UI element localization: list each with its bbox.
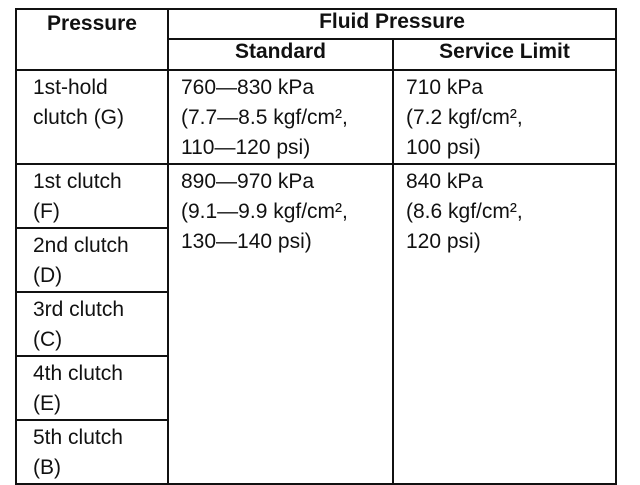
standard-value bbox=[168, 164, 393, 484]
value-line: 840 kPa bbox=[406, 170, 484, 193]
value-line: 110—120 psi) bbox=[181, 136, 311, 159]
value-line: (7.7—8.5 kgf/cm², bbox=[181, 106, 348, 129]
standard-value bbox=[168, 70, 393, 164]
service-limit-value bbox=[393, 70, 616, 164]
value-line: 760—830 kPa bbox=[181, 76, 315, 99]
value-line: (9.1—9.9 kgf/cm², bbox=[181, 200, 348, 223]
service-limit-value bbox=[393, 164, 616, 484]
label-line: 4th clutch bbox=[33, 362, 123, 385]
label-line: 1st clutch bbox=[33, 170, 122, 193]
value-line: 710 kPa bbox=[406, 76, 484, 99]
table-row bbox=[16, 70, 616, 164]
label-line: (B) bbox=[33, 456, 61, 479]
value-line: 890—970 kPa bbox=[181, 170, 315, 193]
label-line: 5th clutch bbox=[33, 426, 123, 449]
label-line: clutch (G) bbox=[33, 106, 125, 129]
row-label bbox=[16, 70, 168, 164]
label-line: 3rd clutch bbox=[33, 298, 125, 321]
value-line: 130—140 psi) bbox=[181, 230, 312, 253]
row-label bbox=[16, 164, 168, 228]
row-label bbox=[16, 228, 168, 292]
value-line: (8.6 kgf/cm², bbox=[406, 200, 523, 223]
label-line: (F) bbox=[33, 200, 60, 223]
label-line: 2nd clutch bbox=[33, 234, 129, 257]
label-line: (E) bbox=[33, 392, 61, 415]
header-pressure: Pressure bbox=[16, 9, 168, 70]
header-service-limit: Service Limit bbox=[393, 39, 616, 70]
table-row bbox=[16, 164, 616, 228]
row-label bbox=[16, 420, 168, 484]
row-label bbox=[16, 356, 168, 420]
value-line: (7.2 kgf/cm², bbox=[406, 106, 523, 129]
header-fluid-pressure: Fluid Pressure bbox=[168, 9, 616, 39]
row-label bbox=[16, 292, 168, 356]
value-line: 120 psi) bbox=[406, 230, 481, 253]
label-line: 1st-hold bbox=[33, 76, 108, 99]
label-line: (D) bbox=[33, 264, 63, 287]
value-line: 100 psi) bbox=[406, 136, 481, 159]
fluid-pressure-table bbox=[15, 8, 617, 485]
header-standard: Standard bbox=[168, 39, 393, 70]
label-line: (C) bbox=[33, 328, 63, 351]
